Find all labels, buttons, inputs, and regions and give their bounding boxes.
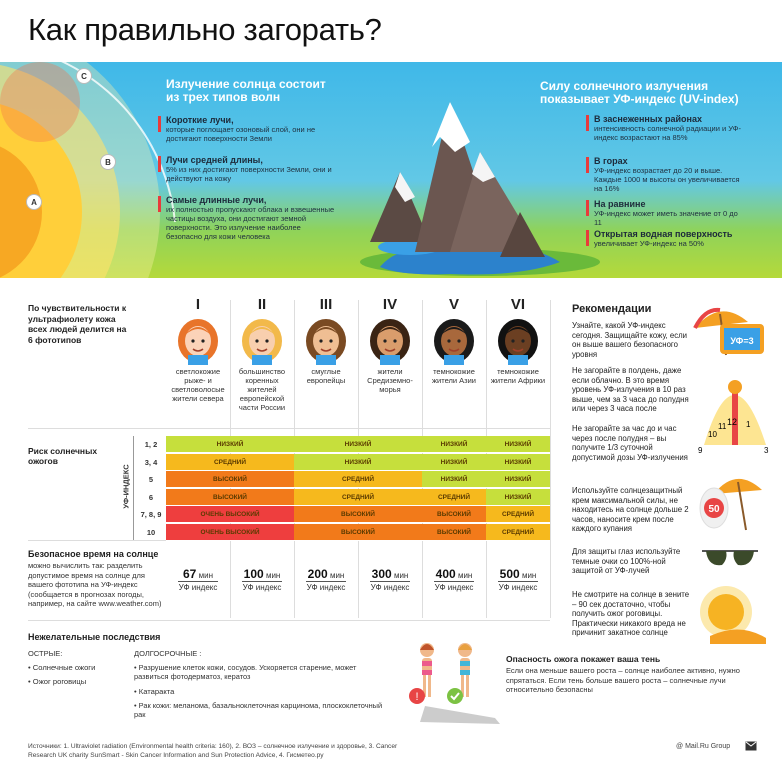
phototype-desc: большинство коренных жителей европейской части России [238, 367, 286, 412]
phototype-desc: светлокожие рыже- и светловолосые жители севера [171, 367, 225, 403]
risk-cell: СРЕДНИЙ [422, 489, 486, 506]
rec-item: Узнайте, какой УФ-индекс сегодня. Защищайте кожу, если он выше вашего безопасного уровня [572, 321, 688, 359]
phototype-3 [294, 296, 358, 385]
phototype-number: VI [510, 296, 526, 313]
phototype-4 [358, 296, 422, 394]
risk-cell: НИЗКИЙ [294, 454, 422, 471]
safe-time-value: 500 мин УФ индекс [498, 567, 538, 592]
risk-cell: ВЫСОКИЙ [294, 506, 422, 523]
uv-fact-plain: На равнине УФ-индекс может иметь значение от 0 до 11 [594, 199, 738, 227]
phototype-2 [230, 296, 294, 412]
risk-cell: НИЗКИЙ [294, 436, 422, 453]
shadow-title: Опасность ожога покажет ваша тень [506, 654, 661, 664]
rec-item: Не смотрите на солнце в зените – 90 сек достаточно, чтобы получить ожог роговицы. Практически никакого вреда не причинит закатное солнце [572, 590, 690, 637]
consequences-heading: Нежелательные последствия [28, 632, 161, 642]
risk-cell: ВЫСОКИЙ [422, 524, 486, 541]
phototype-desc: темнокожие жители Азии [432, 367, 476, 385]
risk-cell: НИЗКИЙ [166, 436, 294, 453]
risk-cell: СРЕДНИЙ [486, 506, 550, 523]
face-icon [238, 311, 286, 365]
waves-heading: Излучение солнца состоит из трех типов волн [166, 77, 326, 104]
risk-cell: ОЧЕНЬ ВЫСОКИЙ [166, 506, 294, 523]
wave-medium: Лучи средней длины, 5% из них достигают поверхности Земли, они и действуют на кожу [166, 155, 332, 183]
clock-icon [694, 375, 774, 457]
uv-value: 7, 8, 9 [140, 510, 162, 519]
rec-item: Не загорайте за час до и час через после полудня – вы получите 1/3 суточной допустимой дозы УФ-излучения [572, 424, 688, 462]
risk-cell: НИЗКИЙ [486, 436, 550, 453]
wave-badge-b: B [100, 154, 116, 170]
envelope-icon[interactable] [745, 741, 757, 751]
uv-value: 6 [148, 492, 154, 502]
phototype-1 [166, 296, 230, 403]
uv-fact-mountains: В горах УФ-индекс возрастает до 20 и выше. Каждые 1000 м высоты он увеличивается на 16% [594, 156, 740, 193]
face-icon [302, 311, 350, 365]
svg-text:!: ! [415, 691, 419, 703]
safe-time-value: 300 мин УФ индекс [370, 567, 410, 592]
risk-cell: ВЫСОКИЙ [422, 506, 486, 523]
acute-item: • Ожог роговицы [28, 677, 87, 686]
svg-text:50: 50 [708, 504, 720, 515]
svg-text:12: 12 [726, 417, 738, 427]
risk-cell: СРЕДНИЙ [166, 454, 294, 471]
tv-umbrella-icon [690, 300, 768, 362]
svg-text:УФ=3: УФ=3 [730, 336, 754, 346]
wave-badge-a: A [26, 194, 42, 210]
long-title: ДОЛГОСРОЧНЫЕ : [134, 649, 202, 658]
face-icon [430, 311, 478, 365]
wave-short: Короткие лучи, которые поглощает озоновый слой, они не достигают поверхности Земли [166, 115, 316, 143]
uv-axis: УФ-ИНДЕКС [118, 436, 134, 540]
risk-label: Риск солнечных ожогов [28, 446, 98, 466]
risk-cell: НИЗКИЙ [422, 454, 486, 471]
risk-cell: ВЫСОКИЙ [166, 471, 294, 488]
rec-item: Используйте солнцезащитный крем максимальной силы, не находитесь на солнце дольше 2 часов, наносите крем после каждого купания [572, 486, 689, 533]
safe-time-value: 100 мин УФ индекс [242, 567, 282, 592]
sunscreen-icon [694, 472, 766, 532]
phototype-number: IV [382, 296, 398, 313]
sources: Источники: 1. Ultraviolet radiation (Environmental health criteria: 160), 2. ВОЗ – солнечное излучение и здоровье, 3. Cancer Research UK charity SunSmart - Skin Cancer Information and Sun Protection Advice, 4. Гисметео.ру [28, 743, 398, 759]
phototype-6 [486, 296, 550, 385]
rec-item: Для защиты глаз используйте темные очки со 100%-ной защитой от УФ-лучей [572, 547, 681, 575]
phototype-number: V [448, 296, 459, 313]
rec-item: Не загорайте в полдень, даже если облачно. В это время уровень УФ-излучения в 10 раз выше, чем за 3 часа до полудня или через 3 часа после [572, 366, 689, 413]
safe-time-value: 67 мин УФ индекс [178, 567, 218, 592]
face-icon [174, 311, 222, 365]
safe-time-text: можно вычислить так: разделить допустимое время на солнце для вашего фототипа на УФ-индекс (сообщается в прогнозах погоды, например, на сайте www.weather.com) [28, 561, 162, 608]
sunset-icon [690, 582, 768, 644]
uv-value: 3, 4 [144, 457, 158, 467]
svg-text:1: 1 [746, 420, 751, 429]
risk-cell: СРЕДНИЙ [294, 489, 422, 506]
risk-cell: НИЗКИЙ [422, 471, 486, 488]
acute-item: • Солнечные ожоги [28, 663, 96, 672]
risk-cell: НИЗКИЙ [486, 489, 550, 506]
uv-value: 5 [148, 475, 154, 484]
svg-text:10: 10 [708, 430, 717, 439]
safe-time-heading: Безопасное время на солнце [28, 549, 159, 559]
phototype-number: I [195, 296, 201, 313]
phototype-desc: смуглые европейцы [306, 367, 346, 385]
brand: @ Mail.Ru Group [676, 743, 731, 750]
risk-cell: ОЧЕНЬ ВЫСОКИЙ [166, 524, 294, 541]
uv-fact-snow: В заснеженных районах интенсивность солнечной радиации и УФ-индекс возрастают на 85% [594, 114, 742, 142]
long-item: • Рак кожи: меланома, базальноклеточная карцинома, плоскоклеточный рак [134, 701, 383, 719]
recommendations-heading: Рекомендации [572, 303, 652, 315]
risk-cell: ВЫСОКИЙ [294, 524, 422, 541]
wave-long: Самые длинные лучи, их полностью пропускают облака и взвешенные частицы воздуха, они достигают земной поверхности. Это излучение наиболее безопасно для кожи человека [166, 195, 335, 241]
uv-heading: Силу солнечного излучения показывает УФ-индекс (UV-index) [540, 79, 739, 106]
safe-time-value: 200 мин УФ индекс [306, 567, 346, 592]
face-icon [494, 311, 542, 365]
risk-cell: НИЗКИЙ [486, 471, 550, 488]
hero-banner [0, 62, 782, 278]
svg-text:11: 11 [718, 422, 727, 431]
phototype-number: II [257, 296, 267, 313]
long-item: • Разрушение клеток кожи, сосудов. Ускоряется старение, может развиться фотодерматоз, кератоз [134, 663, 357, 681]
acute-title: ОСТРЫЕ: [28, 649, 63, 658]
long-item: • Катаракта [134, 687, 175, 696]
uv-value: 1, 2 [144, 440, 158, 449]
risk-cell: НИЗКИЙ [422, 436, 486, 453]
phototype-desc: темнокожие жители Африки [490, 367, 546, 385]
sunglasses-icon [700, 545, 760, 571]
phototype-number: III [319, 296, 333, 313]
sensitivity-text: По чувствительности к ультрафиолету кожа всех людей делится на 6 фототипов [28, 303, 127, 345]
risk-cell: СРЕДНИЙ [294, 471, 422, 488]
phototype-desc: жители Средиземно-морья [367, 367, 413, 394]
svg-text:9: 9 [698, 446, 703, 455]
risk-cell: СРЕДНИЙ [486, 524, 550, 541]
phototype-5 [422, 296, 486, 385]
safe-time-value: 400 мин УФ индекс [434, 567, 474, 592]
svg-text:3: 3 [764, 446, 769, 455]
face-icon [366, 311, 414, 365]
shadow-text: Если она меньше вашего роста – солнце наиболее активно, нужно спрятаться. Если тень больше вашего роста – солнечные лучи относительно безопасны [506, 666, 740, 694]
uv-fact-water: Открытая водная поверхность увеличивает УФ-индекс на 50% [594, 229, 733, 248]
shadow-illustration [405, 636, 500, 726]
uv-value: 10 [146, 527, 156, 537]
risk-cell: ВЫСОКИЙ [166, 489, 294, 506]
risk-cell: НИЗКИЙ [486, 454, 550, 471]
page-title: Как правильно загорать? [28, 12, 382, 47]
c-wave-glow [0, 62, 80, 142]
wave-badge-c: C [76, 68, 92, 84]
